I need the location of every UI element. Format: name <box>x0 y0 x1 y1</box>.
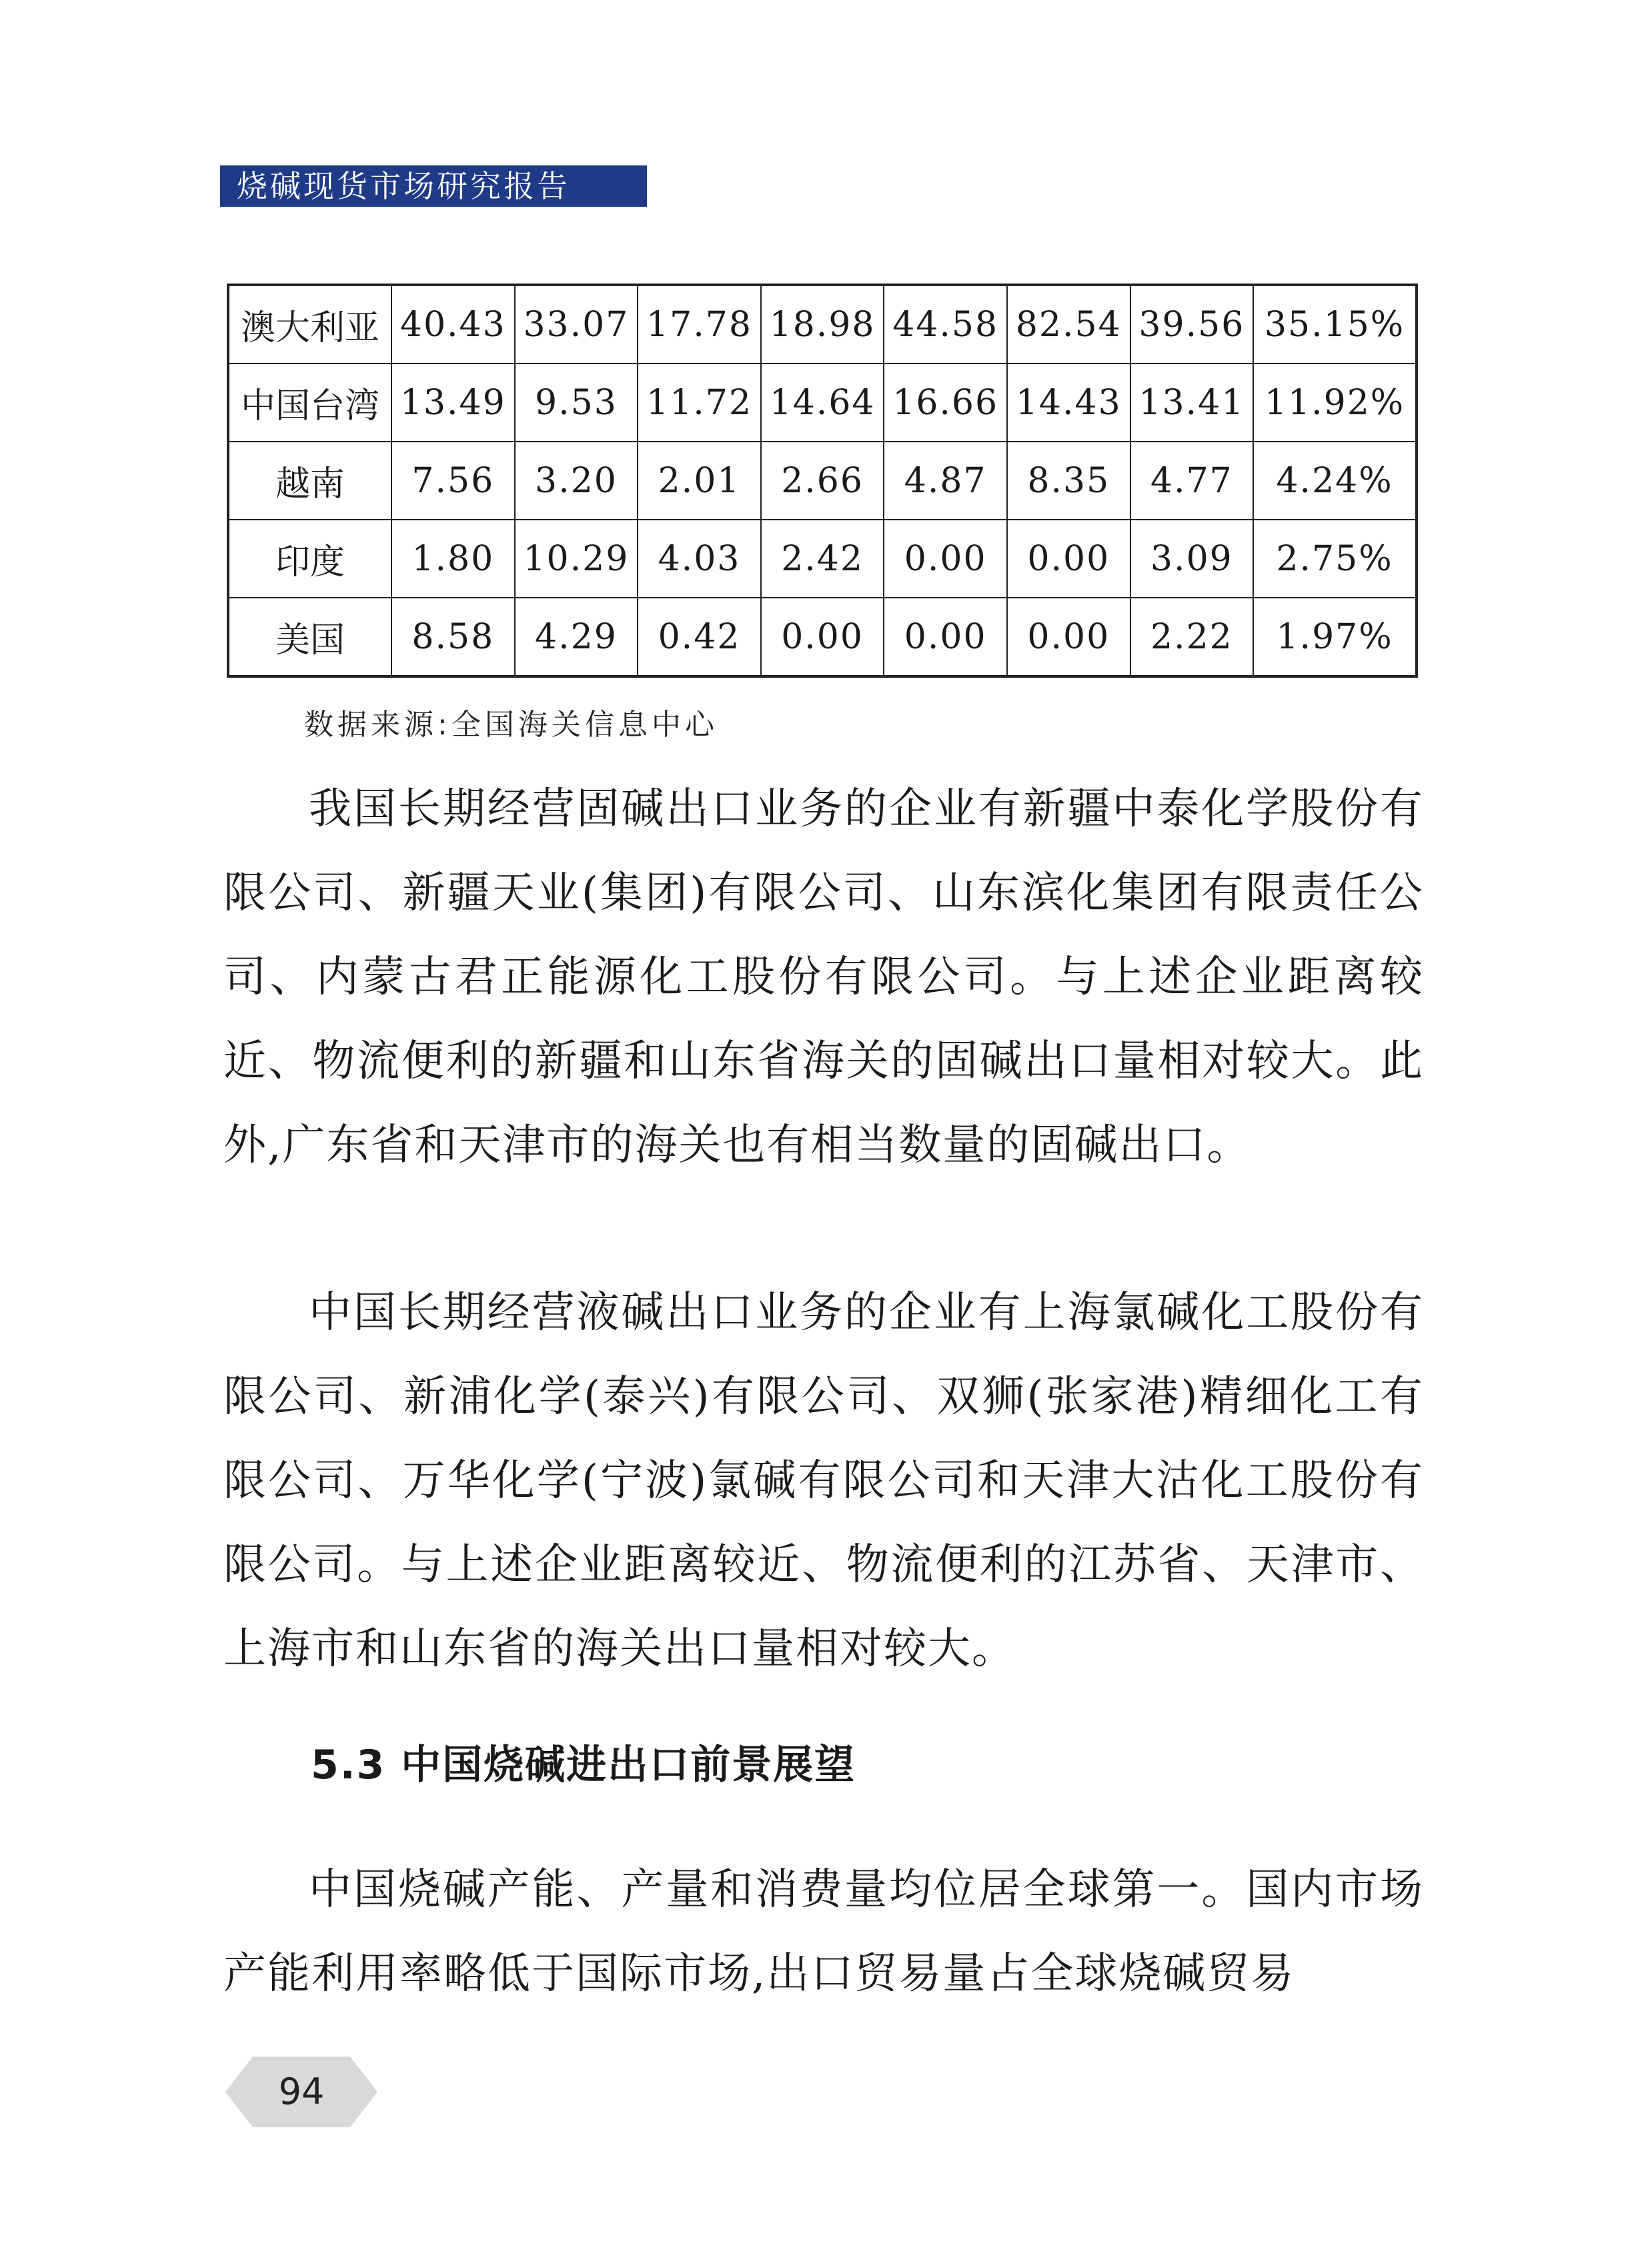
body-paragraph: 中国长期经营液碱出口业务的企业有上海氯碱化工股份有限公司、新浦化学(泰兴)有限公司、双狮(张家港)精细化工有限公司、万华化学(宁波)氯碱有限公司和天津大沽化工股份有限公司。与上述企业距离较近、物流便利的江苏省、天津市、上海市和山东省的海关出口量相对较大。 <box>223 1288 1424 1674</box>
value-cell: 7.56 <box>391 442 515 520</box>
value-cell: 14.64 <box>761 364 884 442</box>
table-row <box>228 520 1417 598</box>
page-number: 94 <box>278 2071 325 2113</box>
region-cell: 越南 <box>228 442 391 520</box>
value-cell: 4.77 <box>1130 442 1254 520</box>
section-heading: 5.3 中国烧碱进出口前景展望 <box>311 1742 856 1788</box>
value-cell: 13.41 <box>1130 364 1254 442</box>
value-cell: 8.35 <box>1007 442 1130 520</box>
share-cell: 1.97% <box>1253 598 1417 676</box>
value-cell: 0.00 <box>884 598 1007 676</box>
share-cell: 35.15% <box>1253 285 1417 364</box>
table-source-note: 数据来源:全国海关信息中心 <box>304 708 718 742</box>
value-cell: 2.66 <box>761 442 884 520</box>
value-cell: 40.43 <box>391 285 515 364</box>
region-cell: 印度 <box>228 520 391 598</box>
export-data-table <box>227 284 1418 678</box>
value-cell: 3.20 <box>515 442 638 520</box>
table-row <box>228 442 1417 520</box>
value-cell: 2.42 <box>761 520 884 598</box>
table-row <box>228 364 1417 442</box>
value-cell: 44.58 <box>884 285 1007 364</box>
value-cell: 2.22 <box>1130 598 1254 676</box>
value-cell: 18.98 <box>761 285 884 364</box>
value-cell: 39.56 <box>1130 285 1254 364</box>
value-cell: 16.66 <box>884 364 1007 442</box>
value-cell: 33.07 <box>515 285 638 364</box>
share-cell: 4.24% <box>1253 442 1417 520</box>
region-cell: 中国台湾 <box>228 364 391 442</box>
value-cell: 2.01 <box>638 442 761 520</box>
value-cell: 4.29 <box>515 598 638 676</box>
value-cell: 13.49 <box>391 364 515 442</box>
value-cell: 4.03 <box>638 520 761 598</box>
value-cell: 0.00 <box>1007 520 1130 598</box>
running-header-title: 烧碱现货市场研究报告 <box>237 168 570 204</box>
value-cell: 0.42 <box>638 598 761 676</box>
value-cell: 4.87 <box>884 442 1007 520</box>
value-cell: 0.00 <box>1007 598 1130 676</box>
value-cell: 0.00 <box>761 598 884 676</box>
region-cell: 美国 <box>228 598 391 676</box>
share-cell: 2.75% <box>1253 520 1417 598</box>
value-cell: 1.80 <box>391 520 515 598</box>
value-cell: 11.72 <box>638 364 761 442</box>
value-cell: 9.53 <box>515 364 638 442</box>
value-cell: 82.54 <box>1007 285 1130 364</box>
body-paragraph: 我国长期经营固碱出口业务的企业有新疆中泰化学股份有限公司、新疆天业(集团)有限公司、山东滨化集团有限责任公司、内蒙古君正能源化工股份有限公司。与上述企业距离较近、物流便利的新疆和山东省海关的固碱出口量相对较大。此外,广东省和天津市的海关也有相当数量的固碱出口。 <box>223 784 1424 1170</box>
value-cell: 10.29 <box>515 520 638 598</box>
value-cell: 17.78 <box>638 285 761 364</box>
region-cell: 澳大利亚 <box>228 285 391 364</box>
table-row <box>228 598 1417 676</box>
table-row <box>228 285 1417 364</box>
value-cell: 14.43 <box>1007 364 1130 442</box>
value-cell: 8.58 <box>391 598 515 676</box>
share-cell: 11.92% <box>1253 364 1417 442</box>
body-paragraph: 中国烧碱产能、产量和消费量均位居全球第一。国内市场产能利用率略低于国际市场,出口贸易量占全球烧碱贸易 <box>223 1865 1424 1999</box>
value-cell: 3.09 <box>1130 520 1254 598</box>
value-cell: 0.00 <box>884 520 1007 598</box>
